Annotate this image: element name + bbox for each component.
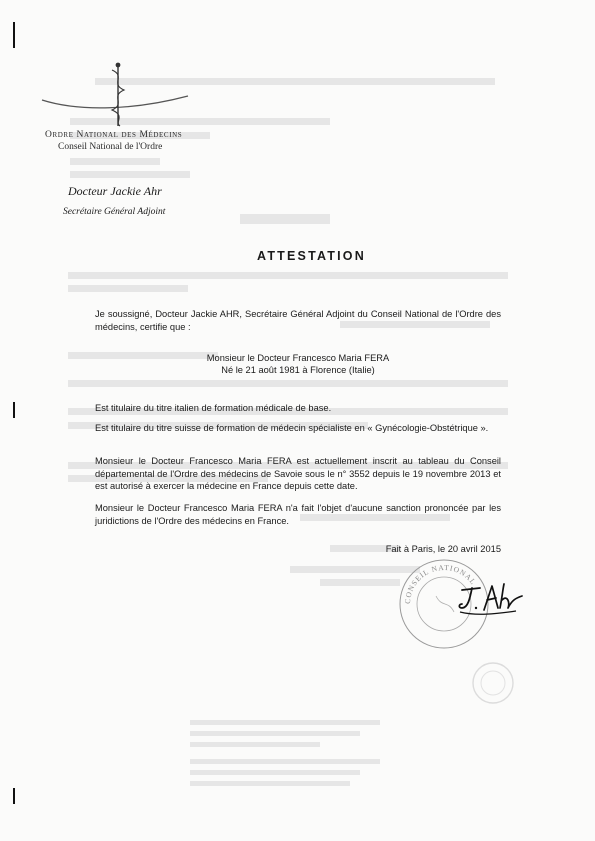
paragraph-sanctions: Monsieur le Docteur Francesco Maria FERA n'a fait l'objet d'aucune sanction prononcée par les juridictions de l'Ordre des médecins en France. [95,503,501,526]
handwritten-signature-icon [456,578,526,618]
paragraph-medical-title: Est titulaire du titre italien de formation médicale de base. [95,403,332,413]
paragraph-registration: Monsieur le Docteur Francesco Maria FERA est actuellement inscrit au tableau du Conseil départemental de l'Ordre des médecins de Savoie sous le n° 3552 depuis le 19 novembre 2013 et est autorisé à exercer la médecine en France depuis cette date. [95,456,501,492]
scan-edge-mark [13,788,15,804]
place-and-date: Fait à Paris, le 20 avril 2015 [385,544,501,554]
document-title: ATTESTATION [257,249,366,263]
scan-edge-mark [13,402,15,418]
subject-name: Monsieur le Docteur Francesco Maria FERA [206,353,390,363]
organization-name: Ordre National des Médecins [45,130,183,140]
ordre-medecins-logo-icon [40,60,190,132]
paragraph-specialist-title: Est titulaire du titre suisse de formation de médecin spécialiste en « Gynécologie-Obstétrique ». [95,423,489,433]
subject-birth: Né le 21 août 1981 à Florence (Italie) [221,365,375,375]
embossed-seal-icon [470,660,516,706]
organization-subtitle: Conseil National de l'Ordre [58,142,163,152]
intro-paragraph: Je soussigné, Docteur Jackie AHR, Secrétaire Général Adjoint du Conseil National de l'Ordre des médecins, certifie que : [95,309,501,332]
scan-edge-mark [13,22,15,48]
signer-title: Secrétaire Général Adjoint [63,207,166,217]
stamp-text: CONSEIL NATIONAL [402,562,479,605]
signer-name: Docteur Jackie Ahr [68,184,162,198]
